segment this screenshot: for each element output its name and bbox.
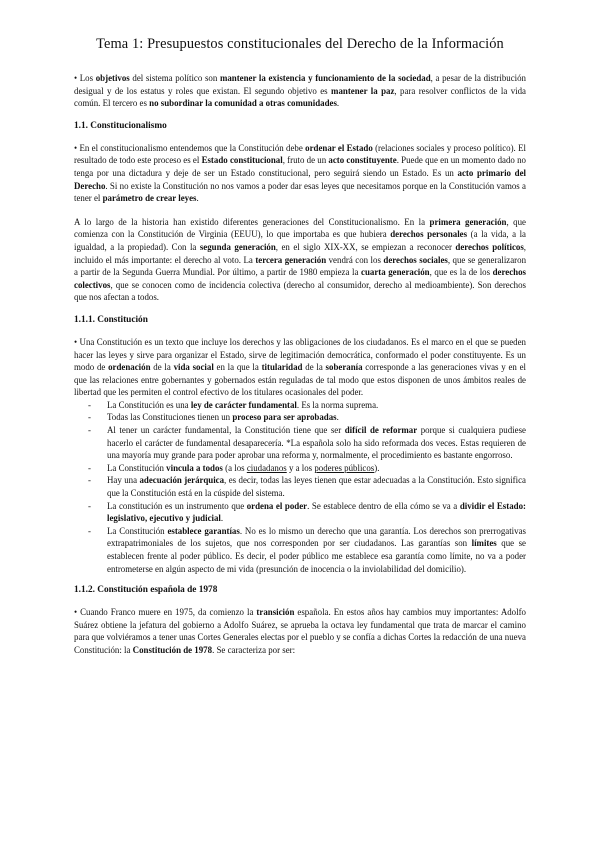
bold-text: ordena el poder <box>246 500 308 511</box>
bold-text: derechos políticos <box>455 241 524 252</box>
intro-paragraph: • Los objetivos del sistema político son mantener la existencia y funcionamiento de la sociedad, a pesar de la distribución desigual y de los estatus y roles que existan. El segundo objetivo es mantener la paz, para resolver conflictos de la vida común. El tercero es no subordinar la comunidad a otras comunidades. <box>74 73 526 109</box>
bold-text: límites <box>471 538 497 549</box>
bold-text: Estado constitucional <box>201 155 283 166</box>
constitucion-1978-paragraph: • Cuando Franco muere en 1975, da comienzo la transición española. En estos años hay cambios muy importantes: Adolfo Suárez obtiene la jefatura del gobierno a Adolfo Suárez, se aprueba la octava ley fundamental que trata de marcar el camino para que volviéramos a tener unas Cortes Generales electas por el pueblo y se confía a dichas Cortes la redacción de una nueva Constitución: la Constitución de 1978. Se caracteriza por ser: <box>74 607 526 655</box>
document-title: Tema 1: Presupuestos constitucionales del Derecho de la Información <box>96 36 504 52</box>
bold-text: Constitución de 1978 <box>132 644 213 655</box>
list-item: - La constitución es un instrumento que ordena el poder. Se establece dentro de ella cómo se va a dividir el Estado: legislativo, ejecutivo y judicial. <box>74 500 526 525</box>
bold-text: ley de carácter fundamental <box>190 399 297 410</box>
bold-text: objetivos <box>95 73 130 83</box>
bold-text: acto constituyente <box>328 155 397 166</box>
section-heading-constitucion-1978: 1.1.2. Constitución española de 1978 <box>74 585 218 596</box>
bold-text: acto primario del Derecho <box>74 167 526 191</box>
bold-text: derechos colectivos <box>74 267 526 290</box>
bold-text: no subordinar la comunidad a otras comunidades <box>149 98 337 109</box>
underlined-text: ciudadanos <box>246 462 287 473</box>
constitucionalismo-paragraph-1: • En el constitucionalismo entendemos que la Constitución debe ordenar el Estado (relaciones sociales y proceso político). El resultado de todo este proceso es el Estado constitucional, fruto de un acto constituyente. Puede que en un momento dado no tenga por una dictadura y deje de ser un Estado constitucional, pero seguirá siendo un Estado. Es un acto primario del Derecho. Si no existe la Constitución no nos vamos a poder dar esas leyes que necesitamos porque en la Constitución vamos a tener el parámetro de crear leyes. <box>74 142 526 204</box>
list-item: - Al tener un carácter fundamental, la Constitución tiene que ser difícil de reformar porque si cualquiera pudiese hacerlo el carácter de fundamental desaparecería. *La española solo ha sido reformada dos veces. Estas requieren de una mayoría muy grande para poder aprobar una reforma y, normalmente, el procedimiento es bastante engorroso. <box>74 424 526 462</box>
bold-text: adecuación jerárquica <box>139 475 225 486</box>
bold-text: vincula a todos <box>166 462 223 473</box>
bold-text: vida social <box>173 362 214 373</box>
bold-text: tercera generación <box>255 254 327 265</box>
constitucion-features-list <box>74 399 526 575</box>
list-item: - Hay una adecuación jerárquica, es decir, todas las leyes tienen que estar adecuadas a la Constitución. Esto significa que la Constitución está en la cúspide del sistema. <box>74 474 526 499</box>
bold-text: mantener la existencia y funcionamiento de la sociedad <box>219 73 431 83</box>
bold-text: difícil de reformar <box>344 425 418 436</box>
section-heading-constitucion: 1.1.1. Constitución <box>74 314 148 325</box>
bold-text: dividir el Estado: legislativo, ejecutivo y judicial <box>107 500 526 524</box>
list-item: - La Constitución vincula a todos (a los ciudadanos y a los poderes públicos). <box>74 462 526 475</box>
bold-text: titularidad <box>261 362 303 373</box>
bold-text: soberanía <box>325 362 363 373</box>
constitucion-paragraph: • Una Constitución es un texto que incluye los derechos y las obligaciones de los ciudadanos. Es el marco en el que se pueden hacer las leyes y sirve para organizar el Estado, sirve de legitimación democrática, conformado el poder constituyente. Es un modo de ordenación de la vida social en la que la titularidad de la soberanía corresponde a las generaciones vivas y en el que las relaciones entre gobernantes y gobernados están reguladas de tal modo que estos disponen de unos ámbitos reales de libertad que les permiten el control efectivo de los titulares ocasionales del poder. <box>74 336 526 398</box>
document-page <box>74 36 526 668</box>
bold-text: ordenar el Estado <box>305 142 373 153</box>
bold-text: derechos personales <box>390 229 468 240</box>
list-item: - La Constitución es una ley de carácter fundamental. Es la norma suprema. <box>74 399 526 412</box>
bold-text: segunda generación <box>199 241 276 252</box>
bold-text: transición <box>256 607 295 618</box>
list-item: - La Constitución establece garantías. No es lo mismo un derecho que una garantía. Los derechos son prerrogativas extrapatrimoniales de los sujetos, que nos corresponden por ser ciudadanos. Las garantías son límites que se establecen frente al poder público. Es decir, el poder público me establece esa garantía como límite, no va a poder entrometerse en algún aspecto de mi vida (presunción de inocencia o la inviolabilidad del domicilio). <box>74 525 526 575</box>
bold-text: ordenación <box>108 362 151 373</box>
bold-text: parámetro de crear leyes <box>102 193 197 204</box>
bold-text: mantener la paz <box>331 85 395 96</box>
underlined-text: poderes públicos <box>314 462 375 473</box>
constitucionalismo-paragraph-2: A lo largo de la historia han existido diferentes generaciones del Constitucionalismo. En la primera generación, que comienza con la Constitución de Virginia (EEUU), lo que importaba es que hubiera derechos personales (a la vida, a la igualdad, a la propiedad). Con la segunda generación, en el siglo XIX-XX, se empiezan a reconocer derechos políticos, incluido el más importante: el derecho al voto. La tercera generación vendrá con los derechos sociales, que se generalizaron a partir de la Segunda Guerra Mundial. Por último, a partir de 1980 empieza la cuarta generación, que es la de los derechos colectivos, que se conocen como de incidencia colectiva (derecho al consumidor, derecho al medioambiente). Son derechos que nos afectan a todos. <box>74 216 527 303</box>
section-heading-constitucionalismo: 1.1. Constitucionalismo <box>74 120 167 131</box>
bold-text: establece garantías <box>167 525 240 536</box>
bold-text: cuarta generación <box>361 267 430 278</box>
list-item: - Todas las Constituciones tienen un proceso para ser aprobadas. <box>74 411 526 424</box>
bold-text: proceso para ser aprobadas <box>232 412 337 423</box>
bold-text: derechos sociales <box>383 254 448 265</box>
bold-text: primera generación <box>429 216 507 227</box>
